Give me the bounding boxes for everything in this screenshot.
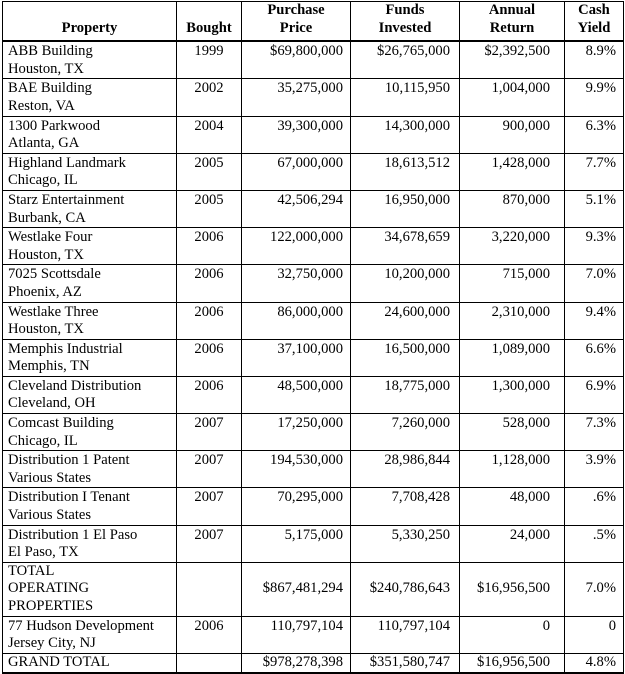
funds-invested-cell: 14,300,000 xyxy=(351,116,460,153)
purchase-price-cell: $978,278,398 xyxy=(242,653,351,673)
property-cell: 7025 Scottsdale Phoenix, AZ xyxy=(3,265,177,302)
table-row xyxy=(3,41,624,79)
funds-invested-cell: 18,775,000 xyxy=(351,376,460,413)
bought-cell: 2006 xyxy=(177,616,242,653)
bought-cell: 2005 xyxy=(177,190,242,227)
purchase-price-cell: 48,500,000 xyxy=(242,376,351,413)
property-cell: GRAND TOTAL xyxy=(3,653,177,673)
annual-return-cell: 1,004,000 xyxy=(460,79,565,116)
purchase-price-cell: 122,000,000 xyxy=(242,228,351,265)
funds-invested-cell: 24,600,000 xyxy=(351,302,460,339)
purchase-price-cell: 42,506,294 xyxy=(242,190,351,227)
bought-cell xyxy=(177,562,242,616)
funds-invested-cell: 16,950,000 xyxy=(351,190,460,227)
purchase-price-cell: 194,530,000 xyxy=(242,451,351,488)
table-row xyxy=(3,116,624,153)
bought-cell: 2005 xyxy=(177,153,242,190)
properties-table xyxy=(2,1,624,674)
purchase-price-cell: 37,100,000 xyxy=(242,339,351,376)
property-cell: Starz Entertainment Burbank, CA xyxy=(3,190,177,227)
bought-cell: 2007 xyxy=(177,488,242,525)
annual-return-cell: 528,000 xyxy=(460,414,565,451)
bought-cell: 2007 xyxy=(177,451,242,488)
bought-cell: 2006 xyxy=(177,228,242,265)
cash-yield-cell: 9.9% xyxy=(565,79,624,116)
purchase-price-cell: 110,797,104 xyxy=(242,616,351,653)
table-row xyxy=(3,616,624,653)
table-body xyxy=(3,41,624,673)
table-row xyxy=(3,451,624,488)
table-row xyxy=(3,414,624,451)
property-cell: Memphis Industrial Memphis, TN xyxy=(3,339,177,376)
bought-cell: 1999 xyxy=(177,41,242,79)
bought-cell: 2006 xyxy=(177,376,242,413)
purchase-price-cell: 17,250,000 xyxy=(242,414,351,451)
table-row xyxy=(3,265,624,302)
table-row xyxy=(3,488,624,525)
funds-invested-cell: $240,786,643 xyxy=(351,562,460,616)
property-cell: TOTAL OPERATING PROPERTIES xyxy=(3,562,177,616)
annual-return-cell: 1,128,000 xyxy=(460,451,565,488)
cash-yield-cell: 7.7% xyxy=(565,153,624,190)
col-header-property: Property xyxy=(3,2,177,42)
annual-return-cell: 24,000 xyxy=(460,525,565,562)
cash-yield-cell: 7.0% xyxy=(565,562,624,616)
annual-return-cell: 1,428,000 xyxy=(460,153,565,190)
bought-cell: 2006 xyxy=(177,302,242,339)
funds-invested-cell: 18,613,512 xyxy=(351,153,460,190)
purchase-price-cell: 70,295,000 xyxy=(242,488,351,525)
purchase-price-cell: 32,750,000 xyxy=(242,265,351,302)
annual-return-cell: 0 xyxy=(460,616,565,653)
property-cell: Westlake Four Houston, TX xyxy=(3,228,177,265)
purchase-price-cell: 67,000,000 xyxy=(242,153,351,190)
cash-yield-cell: 8.9% xyxy=(565,41,624,79)
cash-yield-cell: .5% xyxy=(565,525,624,562)
bought-cell: 2002 xyxy=(177,79,242,116)
purchase-price-cell: 86,000,000 xyxy=(242,302,351,339)
table-header xyxy=(3,2,624,42)
col-header-annual: Annual Return xyxy=(460,2,565,42)
table-row xyxy=(3,302,624,339)
cash-yield-cell: 7.3% xyxy=(565,414,624,451)
col-header-funds: Funds Invested xyxy=(351,2,460,42)
cash-yield-cell: 3.9% xyxy=(565,451,624,488)
funds-invested-cell: 10,200,000 xyxy=(351,265,460,302)
property-cell: Westlake Three Houston, TX xyxy=(3,302,177,339)
annual-return-cell: 870,000 xyxy=(460,190,565,227)
property-cell: Distribution I Tenant Various States xyxy=(3,488,177,525)
funds-invested-cell: 16,500,000 xyxy=(351,339,460,376)
bought-cell: 2006 xyxy=(177,339,242,376)
table-row xyxy=(3,153,624,190)
annual-return-cell: 2,310,000 xyxy=(460,302,565,339)
table-row xyxy=(3,79,624,116)
col-header-bought: Bought xyxy=(177,2,242,42)
purchase-price-cell: 39,300,000 xyxy=(242,116,351,153)
funds-invested-cell: $26,765,000 xyxy=(351,41,460,79)
bought-cell: 2007 xyxy=(177,525,242,562)
purchase-price-cell: $867,481,294 xyxy=(242,562,351,616)
annual-return-cell: 48,000 xyxy=(460,488,565,525)
annual-return-cell: $2,392,500 xyxy=(460,41,565,79)
annual-return-cell: 900,000 xyxy=(460,116,565,153)
cash-yield-cell: 9.4% xyxy=(565,302,624,339)
property-cell: Cleveland Distribution Cleveland, OH xyxy=(3,376,177,413)
funds-invested-cell: $351,580,747 xyxy=(351,653,460,673)
cash-yield-cell: 6.9% xyxy=(565,376,624,413)
property-cell: 1300 Parkwood Atlanta, GA xyxy=(3,116,177,153)
annual-return-cell: 1,300,000 xyxy=(460,376,565,413)
property-cell: Distribution 1 Patent Various States xyxy=(3,451,177,488)
cash-yield-cell: 0 xyxy=(565,616,624,653)
table-row xyxy=(3,376,624,413)
table-row xyxy=(3,228,624,265)
cash-yield-cell: 5.1% xyxy=(565,190,624,227)
table-row xyxy=(3,190,624,227)
property-cell: Distribution 1 El Paso El Paso, TX xyxy=(3,525,177,562)
bought-cell: 2004 xyxy=(177,116,242,153)
funds-invested-cell: 7,260,000 xyxy=(351,414,460,451)
total-row xyxy=(3,562,624,616)
funds-invested-cell: 10,115,950 xyxy=(351,79,460,116)
purchase-price-cell: 35,275,000 xyxy=(242,79,351,116)
purchase-price-cell: $69,800,000 xyxy=(242,41,351,79)
annual-return-cell: 1,089,000 xyxy=(460,339,565,376)
property-cell: Highland Landmark Chicago, IL xyxy=(3,153,177,190)
cash-yield-cell: 6.6% xyxy=(565,339,624,376)
purchase-price-cell: 5,175,000 xyxy=(242,525,351,562)
cash-yield-cell: 7.0% xyxy=(565,265,624,302)
cash-yield-cell: .6% xyxy=(565,488,624,525)
annual-return-cell: 715,000 xyxy=(460,265,565,302)
funds-invested-cell: 110,797,104 xyxy=(351,616,460,653)
cash-yield-cell: 6.3% xyxy=(565,116,624,153)
bought-cell: 2006 xyxy=(177,265,242,302)
annual-return-cell: $16,956,500 xyxy=(460,653,565,673)
table-row xyxy=(3,339,624,376)
cash-yield-cell: 4.8% xyxy=(565,653,624,673)
annual-return-cell: $16,956,500 xyxy=(460,562,565,616)
property-cell: Comcast Building Chicago, IL xyxy=(3,414,177,451)
col-header-purchase: Purchase Price xyxy=(242,2,351,42)
property-cell: ABB Building Houston, TX xyxy=(3,41,177,79)
header-row xyxy=(3,2,624,42)
funds-invested-cell: 5,330,250 xyxy=(351,525,460,562)
funds-invested-cell: 34,678,659 xyxy=(351,228,460,265)
col-header-yield: Cash Yield xyxy=(565,2,624,42)
annual-return-cell: 3,220,000 xyxy=(460,228,565,265)
table-row xyxy=(3,525,624,562)
property-cell: BAE Building Reston, VA xyxy=(3,79,177,116)
grand-row xyxy=(3,653,624,673)
bought-cell: 2007 xyxy=(177,414,242,451)
property-cell: 77 Hudson Development Jersey City, NJ xyxy=(3,616,177,653)
funds-invested-cell: 7,708,428 xyxy=(351,488,460,525)
cash-yield-cell: 9.3% xyxy=(565,228,624,265)
funds-invested-cell: 28,986,844 xyxy=(351,451,460,488)
bought-cell xyxy=(177,653,242,673)
